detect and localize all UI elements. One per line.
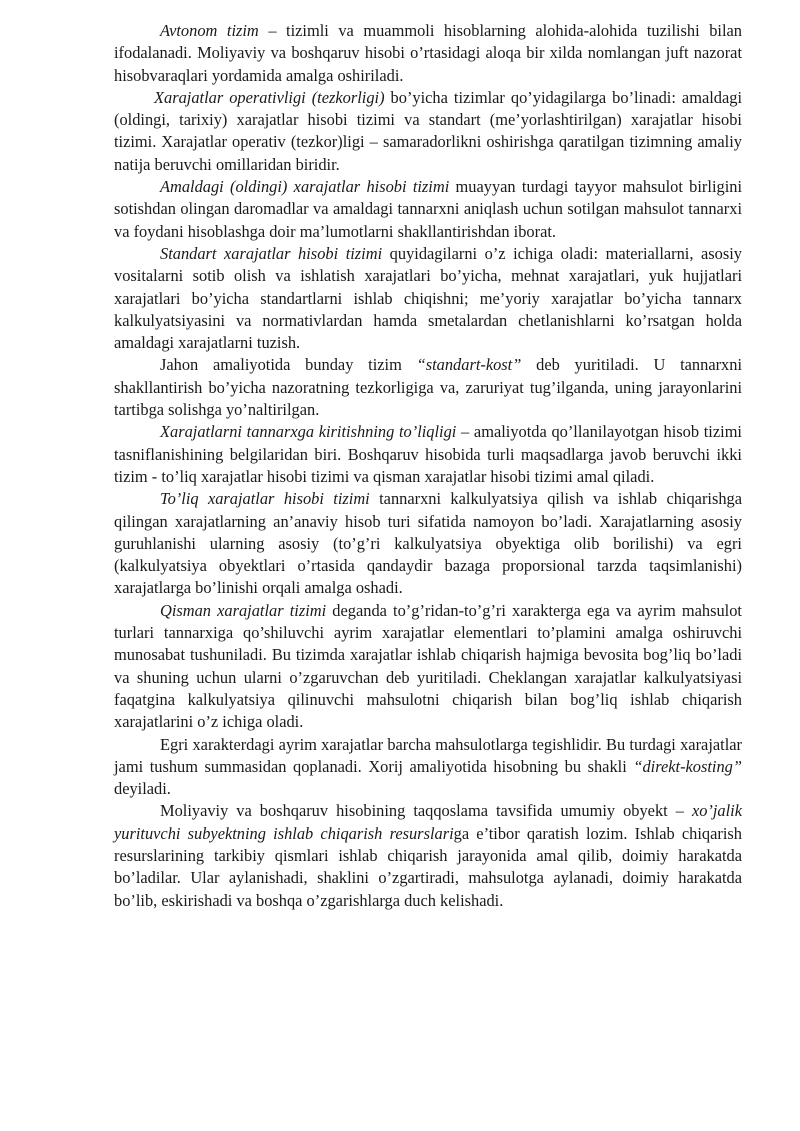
paragraph-amaldagi	[114, 176, 742, 243]
term-italic: Xarajatlar operativligi (tezkorligi)	[154, 87, 385, 107]
paragraph-text: – tizimli va muammoli hisoblarning alohida-alohida tuzilishi bilan ifodalanadi. Moliyaviy va boshqaruv hisobi o’rtasidagi aloqa bir xilda nomlangan juft nazorat hisobvaraqlari yordamida amalga oshiriladi.	[114, 21, 742, 85]
term-italic: “standart-kost”	[416, 355, 522, 375]
term-italic: To’liq xarajatlar hisobi tizimi	[160, 489, 370, 509]
paragraph-text: ga e’tibor qaratish lozim. Ishlab chiqarish resurslarining tarkibiy qismlari ishlab chiqarish jarayonida amal qilib, doimiy harakatda bo’ladilar. Ular aylanishadi, shaklini o’zgartiradi, mahsulotga aylanadi, doimiy harakatda bo’lib, eskirishadi va boshqa o’zgarishlarga duch kelishadi.	[114, 823, 742, 910]
paragraph-text: Jahon amaliyotida bunday tizim	[160, 355, 417, 375]
term-italic: Qisman xarajatlar tizimi	[160, 600, 327, 620]
term-italic: Standart xarajatlar hisobi tizimi	[160, 243, 383, 263]
paragraph-qisman	[114, 600, 742, 734]
term-italic: Amaldagi (oldingi) xarajatlar hisobi tizimi	[160, 177, 450, 197]
paragraph-text: deganda to’g’ridan-to’g’ri xarakterga ega va ayrim mahsulot turlari tannarxiga qo’shiluvchi ayrim xarajatlar elementlari to’plamini amalga oshiruvchi munosabat tushuniladi. Bu tizimda xarajatlar ishlab chiqarish hajmiga bevosita bog’liq bo’ladi va shuning uchun ularni o’zgaruvchan deb yuritiladi. Cheklangan xarajatlar kalkulyatsiyasi faqatgina kalkulyatsiya qilinuvchi mahsulotni chiqarish bilan bog’liq ishlab chiqarish xarajatlarini o’z ichiga oladi.	[114, 600, 742, 732]
paragraph-egri	[114, 734, 742, 801]
term-italic: Avtonom tizim	[160, 21, 259, 40]
paragraph-text: Moliyaviy va boshqaruv hisobining taqqoslama tavsifida umumiy obyekt –	[160, 801, 692, 821]
paragraph-avtonom-tizim	[114, 20, 742, 87]
paragraph-standart	[114, 243, 742, 354]
paragraph-toliqligi	[114, 421, 742, 488]
term-italic: “direkt-kosting”	[633, 756, 742, 776]
paragraph-moliyaviy	[114, 800, 742, 911]
paragraph-operativligi	[114, 87, 742, 176]
paragraph-text: Egri xarakterdagi ayrim xarajatlar barcha mahsulotlarga tegishlidir. Bu turdagi xarajatlar jami tushum summasidan qoplanadi. Xorij amaliyotida hisobning bu shakli	[114, 734, 742, 776]
paragraph-text: deb yuritiladi. U tannarxni shakllantirish bo’yicha nazoratning tezkorligiga va, zaruriyat tug’ilganda, uning jarayonlarini tartibga solishga yo’naltirilgan.	[114, 355, 742, 420]
paragraph-text: – amaliyotda qo’llanilayotgan hisob tizimi tasniflanishining belgilaridan biri. Boshqaruv hisobida turli maqsadlarga javob beruvchi ikki tizim - to’liq xarajatlar hisobi tizimi va qisman xarajatlar hisobi tizimi amal qiladi.	[114, 422, 742, 486]
paragraph-text: deyiladi.	[114, 779, 171, 799]
paragraph-text: tannarxni kalkulyatsiya qilish va ishlab chiqarishga qilingan xarajatlarning an’anaviy hisob turi sifatida namoyon bo’ladi. Xarajatlarning asosiy guruhlanishi ularning asosiy (to’g’ri kalkulyatsiya obyektiga olib borilishi) va egri (kalkulyatsiya obyektlari o’rtasida qandaydir bazaga proporsional tarzda taqsimlanishi) xarajatlarga bo’linishi orqali amalga oshadi.	[114, 489, 742, 598]
paragraph-text: quyidagilarni o’z ichiga oladi: materiallarni, asosiy vositalarni sotib olish va ishlatish xarajatlari bo’yicha, mehnat xarajatlari, yuk hujjatlari xarajatlari bo’yicha standartlarni ishlab chiqishni; me’yoriy xarajatlar bo’yicha tannarx kalkulyatsiyasini va normativlardan hamda smetalardan chetlanishlarni ko’rsatgan holda amaldagi xarajatlarni tuzish.	[114, 243, 742, 353]
paragraph-text: muayyan turdagi tayyor mahsulot birligini sotishdan olingan daromadlar va amaldagi tannarxni aniqlash uchun sotilgan mahsulot tannarxi va foydani hisoblashga doir ma’lumotlarni shakllantirishdan iborat.	[114, 177, 743, 241]
document-page	[114, 20, 742, 912]
paragraph-toliq-tizimi	[114, 488, 742, 599]
paragraph-jahon	[114, 354, 742, 421]
paragraph-text: bo’yicha tizimlar qo’yidagilarga bo’linadi: amaldagi (oldingi, tarixiy) xarajatlar hisobi tizimi va standart (me’yorlashtirilgan) xarajatlar hisobi tizimi. Xarajatlar operativ (tezkor)ligi – samaradorlikni oshirishga qaratilgan tizimning amaliy natija beruvchi omillaridan biridir.	[114, 87, 742, 174]
term-italic: Xarajatlarni tannarxga kiritishning to’liqligi	[160, 422, 457, 442]
term-italic: xo’jalik yurituvchi subyektning ishlab chiqarish resurslari	[114, 801, 742, 843]
